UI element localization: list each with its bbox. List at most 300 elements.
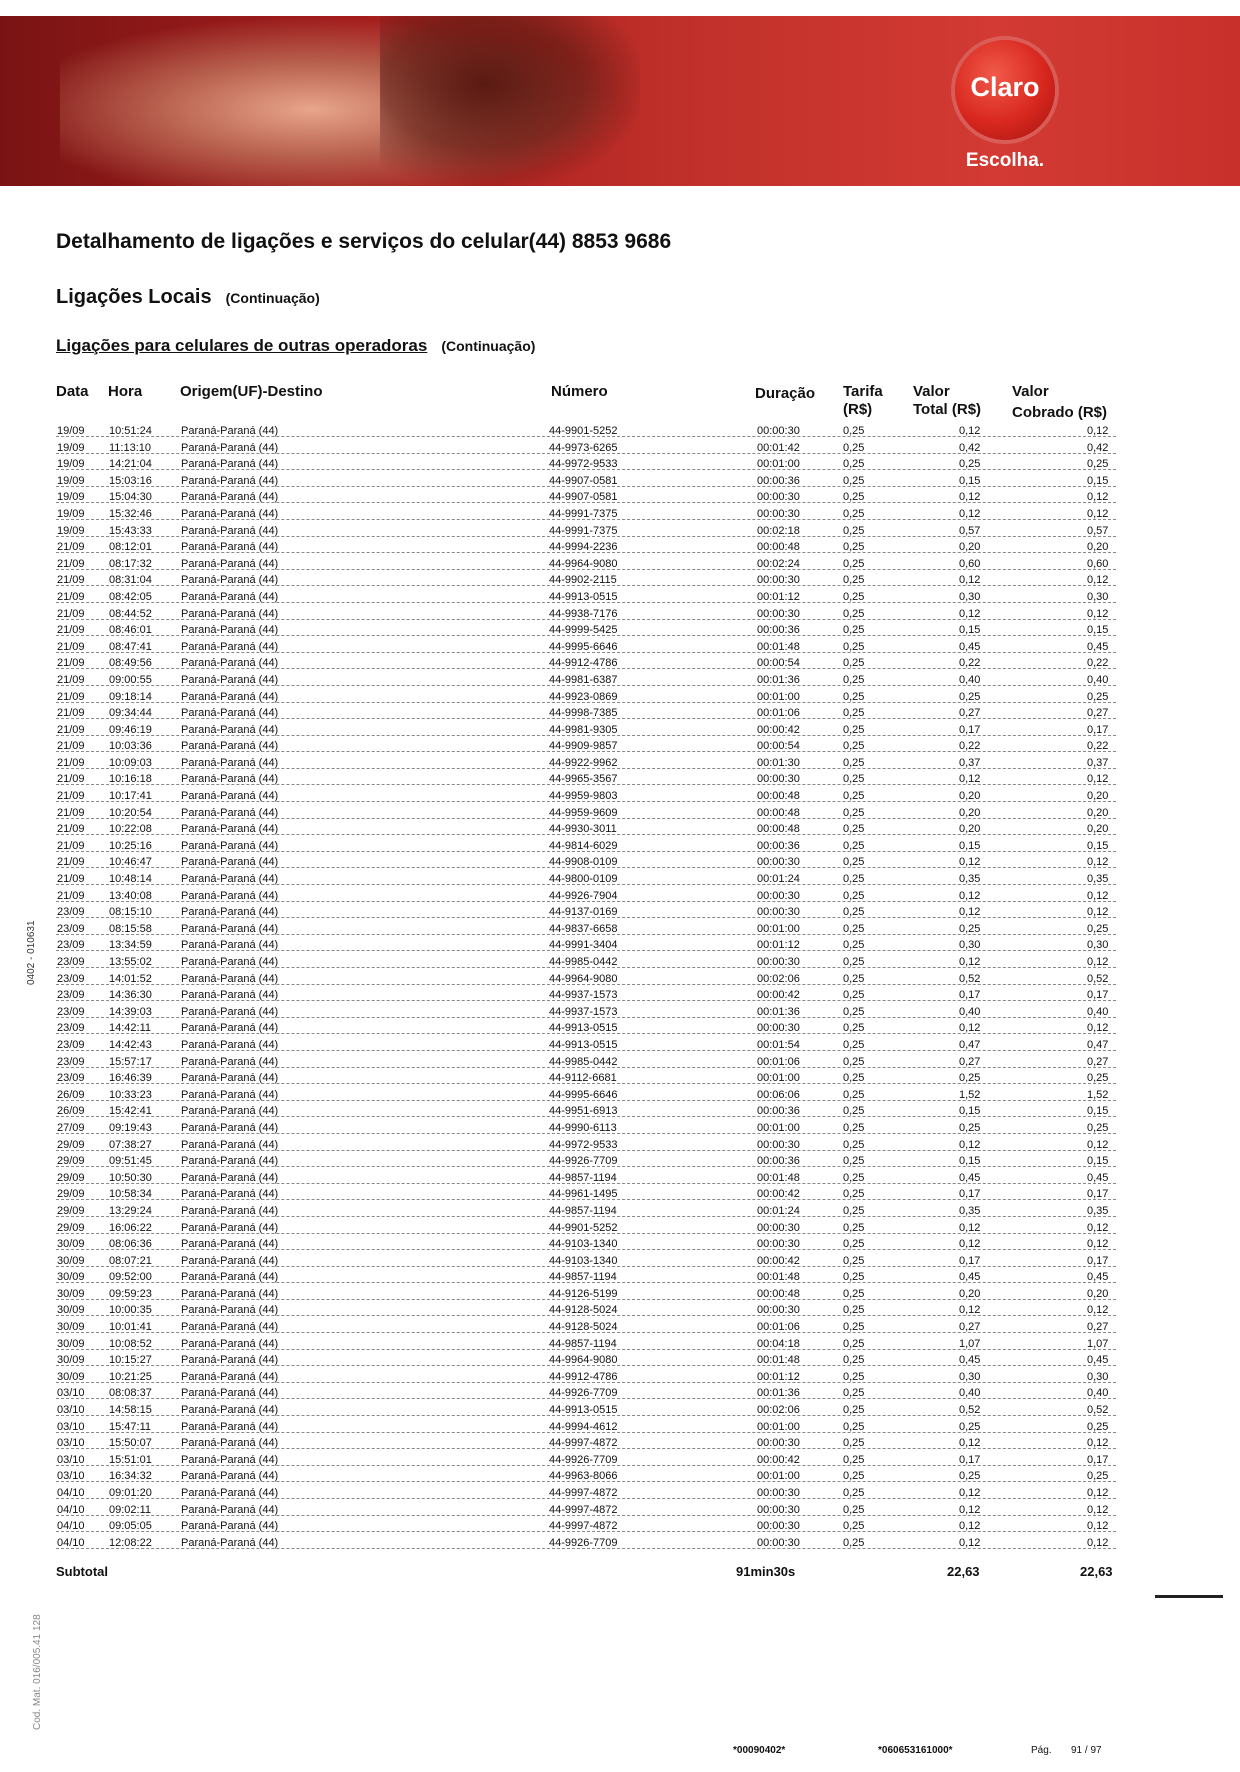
row-data: 30/09 — [56, 1236, 86, 1253]
row-hora: 08:06:36 — [108, 1236, 153, 1253]
row-valor-cobrado: 0,35 — [1086, 1203, 1109, 1220]
row-numero: 44-9913-0515 — [548, 1402, 619, 1419]
row-data: 03/10 — [56, 1385, 86, 1402]
row-hora: 10:17:41 — [108, 788, 153, 805]
row-tarifa: 0,25 — [842, 838, 865, 855]
row-hora: 13:29:24 — [108, 1203, 153, 1220]
row-valor-cobrado: 0,45 — [1086, 1269, 1109, 1286]
row-tarifa: 0,25 — [842, 705, 865, 722]
table-row — [56, 1419, 1116, 1436]
row-hora: 15:50:07 — [108, 1435, 153, 1452]
row-data: 23/09 — [56, 971, 86, 988]
row-numero: 44-9926-7709 — [548, 1452, 619, 1469]
row-numero: 44-9912-4786 — [548, 1369, 619, 1386]
row-tarifa: 0,25 — [842, 1269, 865, 1286]
col-valor-cobrado-unit: Cobrado (R$) — [1012, 404, 1107, 421]
row-tarifa: 0,25 — [842, 556, 865, 573]
row-valor-total: 0,15 — [958, 1153, 981, 1170]
row-data: 04/10 — [56, 1485, 86, 1502]
row-tarifa: 0,25 — [842, 1203, 865, 1220]
row-valor-total: 0,12 — [958, 1435, 981, 1452]
row-data: 23/09 — [56, 904, 86, 921]
row-tarifa: 0,25 — [842, 1468, 865, 1485]
table-row — [56, 1502, 1116, 1519]
row-tarifa: 0,25 — [842, 1319, 865, 1336]
row-origem: Paraná-Paraná (44) — [180, 1435, 279, 1452]
row-data: 23/09 — [56, 921, 86, 938]
row-valor-cobrado: 0,47 — [1086, 1037, 1109, 1054]
row-hora: 16:34:32 — [108, 1468, 153, 1485]
row-valor-total: 0,12 — [958, 1220, 981, 1237]
row-hora: 10:01:41 — [108, 1319, 153, 1336]
row-valor-cobrado: 0,20 — [1086, 805, 1109, 822]
row-origem: Paraná-Paraná (44) — [180, 788, 279, 805]
row-valor-cobrado: 0,25 — [1086, 1468, 1109, 1485]
row-origem: Paraná-Paraná (44) — [180, 755, 279, 772]
row-origem: Paraná-Paraná (44) — [180, 1302, 279, 1319]
row-duracao: 00:00:42 — [756, 987, 801, 1004]
row-origem: Paraná-Paraná (44) — [180, 1502, 279, 1519]
row-hora: 08:17:32 — [108, 556, 153, 573]
row-numero: 44-9913-0515 — [548, 1020, 619, 1037]
row-origem: Paraná-Paraná (44) — [180, 854, 279, 871]
row-duracao: 00:01:06 — [756, 1054, 801, 1071]
row-valor-total: 0,27 — [958, 1319, 981, 1336]
row-tarifa: 0,25 — [842, 606, 865, 623]
row-duracao: 00:00:30 — [756, 888, 801, 905]
row-valor-cobrado: 0,12 — [1086, 606, 1109, 623]
row-numero: 44-9913-0515 — [548, 589, 619, 606]
row-numero: 44-9998-7385 — [548, 705, 619, 722]
row-valor-cobrado: 0,27 — [1086, 1054, 1109, 1071]
row-duracao: 00:01:12 — [756, 589, 801, 606]
row-valor-total: 0,25 — [958, 1419, 981, 1436]
row-tarifa: 0,25 — [842, 1170, 865, 1187]
table-row — [56, 987, 1116, 1004]
row-tarifa: 0,25 — [842, 1087, 865, 1104]
row-duracao: 00:01:36 — [756, 672, 801, 689]
row-hora: 10:58:34 — [108, 1186, 153, 1203]
row-origem: Paraná-Paraná (44) — [180, 1236, 279, 1253]
row-valor-total: 0,12 — [958, 1518, 981, 1535]
row-data: 03/10 — [56, 1452, 86, 1469]
row-valor-total: 0,47 — [958, 1037, 981, 1054]
row-origem: Paraná-Paraná (44) — [180, 606, 279, 623]
row-numero: 44-9912-4786 — [548, 655, 619, 672]
subsection-title-text: Ligações para celulares de outras operadoras — [56, 336, 428, 355]
row-data: 26/09 — [56, 1103, 86, 1120]
row-valor-total: 0,45 — [958, 1352, 981, 1369]
row-hora: 10:22:08 — [108, 821, 153, 838]
row-valor-total: 0,20 — [958, 539, 981, 556]
col-valor-total-label: Valor — [913, 383, 950, 400]
table-row — [56, 1402, 1116, 1419]
row-numero: 44-9128-5024 — [548, 1319, 619, 1336]
row-numero: 44-9959-9803 — [548, 788, 619, 805]
row-duracao: 00:00:42 — [756, 722, 801, 739]
row-duracao: 00:02:18 — [756, 523, 801, 540]
row-origem: Paraná-Paraná (44) — [180, 423, 279, 440]
row-valor-total: 0,17 — [958, 987, 981, 1004]
row-tarifa: 0,25 — [842, 1153, 865, 1170]
row-numero: 44-9964-9080 — [548, 971, 619, 988]
row-data: 21/09 — [56, 805, 86, 822]
row-valor-cobrado: 0,12 — [1086, 771, 1109, 788]
footer-page-label: Pág. — [1031, 1745, 1052, 1756]
row-duracao: 00:01:00 — [756, 1468, 801, 1485]
row-valor-total: 0,12 — [958, 1236, 981, 1253]
row-valor-total: 0,12 — [958, 1535, 981, 1552]
table-row — [56, 904, 1116, 921]
subtotal-valor-cobrado: 22,63 — [1080, 1564, 1113, 1579]
row-valor-total: 0,60 — [958, 556, 981, 573]
table-row — [56, 1120, 1116, 1137]
row-data: 29/09 — [56, 1203, 86, 1220]
row-origem: Paraná-Paraná (44) — [180, 937, 279, 954]
row-data: 21/09 — [56, 689, 86, 706]
row-numero: 44-9909-9857 — [548, 738, 619, 755]
row-tarifa: 0,25 — [842, 539, 865, 556]
row-valor-cobrado: 0,15 — [1086, 838, 1109, 855]
row-valor-total: 0,12 — [958, 572, 981, 589]
table-row — [56, 1153, 1116, 1170]
row-tarifa: 0,25 — [842, 788, 865, 805]
row-valor-cobrado: 0,12 — [1086, 423, 1109, 440]
row-hora: 10:46:47 — [108, 854, 153, 871]
row-valor-total: 0,45 — [958, 1170, 981, 1187]
row-tarifa: 0,25 — [842, 1518, 865, 1535]
divider — [1155, 1595, 1223, 1598]
row-tarifa: 0,25 — [842, 722, 865, 739]
row-valor-cobrado: 0,35 — [1086, 871, 1109, 888]
row-data: 21/09 — [56, 572, 86, 589]
row-tarifa: 0,25 — [842, 738, 865, 755]
row-duracao: 00:00:36 — [756, 473, 801, 490]
row-tarifa: 0,25 — [842, 689, 865, 706]
row-duracao: 00:01:48 — [756, 1269, 801, 1286]
row-tarifa: 0,25 — [842, 987, 865, 1004]
row-origem: Paraná-Paraná (44) — [180, 1535, 279, 1552]
row-hora: 14:58:15 — [108, 1402, 153, 1419]
table-row — [56, 523, 1116, 540]
row-hora: 10:16:18 — [108, 771, 153, 788]
row-data: 21/09 — [56, 539, 86, 556]
col-data: Data — [56, 383, 89, 400]
row-tarifa: 0,25 — [842, 655, 865, 672]
row-data: 30/09 — [56, 1286, 86, 1303]
col-tarifa — [843, 383, 883, 419]
row-valor-total: 0,45 — [958, 1269, 981, 1286]
row-hora: 09:59:23 — [108, 1286, 153, 1303]
row-duracao: 00:01:00 — [756, 689, 801, 706]
row-origem: Paraná-Paraná (44) — [180, 1269, 279, 1286]
table-row — [56, 1336, 1116, 1353]
row-hora: 14:42:43 — [108, 1037, 153, 1054]
row-data: 21/09 — [56, 722, 86, 739]
row-valor-total: 0,27 — [958, 1054, 981, 1071]
row-tarifa: 0,25 — [842, 1485, 865, 1502]
row-valor-total: 1,07 — [958, 1336, 981, 1353]
row-valor-cobrado: 0,12 — [1086, 1502, 1109, 1519]
row-tarifa: 0,25 — [842, 904, 865, 921]
row-duracao: 00:00:30 — [756, 572, 801, 589]
row-valor-cobrado: 0,22 — [1086, 655, 1109, 672]
row-data: 23/09 — [56, 1054, 86, 1071]
table-row — [56, 788, 1116, 805]
row-valor-cobrado: 0,45 — [1086, 639, 1109, 656]
row-origem: Paraná-Paraná (44) — [180, 722, 279, 739]
subsection-title — [56, 336, 535, 356]
row-valor-total: 0,12 — [958, 954, 981, 971]
row-numero: 44-9951-6913 — [548, 1103, 619, 1120]
row-tarifa: 0,25 — [842, 1419, 865, 1436]
table-row — [56, 1236, 1116, 1253]
row-hora: 13:40:08 — [108, 888, 153, 905]
row-duracao: 00:00:48 — [756, 805, 801, 822]
table-row — [56, 655, 1116, 672]
row-origem: Paraná-Paraná (44) — [180, 473, 279, 490]
row-valor-total: 0,17 — [958, 722, 981, 739]
table-row — [56, 689, 1116, 706]
table-row — [56, 755, 1116, 772]
row-duracao: 00:01:36 — [756, 1004, 801, 1021]
row-valor-total: 0,17 — [958, 1253, 981, 1270]
table-row — [56, 1087, 1116, 1104]
table-row — [56, 1186, 1116, 1203]
row-valor-cobrado: 0,57 — [1086, 523, 1109, 540]
row-tarifa: 0,25 — [842, 639, 865, 656]
row-data: 21/09 — [56, 589, 86, 606]
row-duracao: 00:01:36 — [756, 1385, 801, 1402]
row-origem: Paraná-Paraná (44) — [180, 738, 279, 755]
table-row — [56, 489, 1116, 506]
row-data: 21/09 — [56, 871, 86, 888]
table-row — [56, 1054, 1116, 1071]
table-row — [56, 1253, 1116, 1270]
table-row — [56, 1037, 1116, 1054]
row-valor-total: 0,20 — [958, 1286, 981, 1303]
row-valor-total: 0,15 — [958, 1103, 981, 1120]
col-valor-total — [913, 383, 981, 419]
row-origem: Paraná-Paraná (44) — [180, 987, 279, 1004]
row-valor-total: 0,20 — [958, 821, 981, 838]
row-valor-total: 0,12 — [958, 1020, 981, 1037]
table-row — [56, 1468, 1116, 1485]
table-row — [56, 1485, 1116, 1502]
row-tarifa: 0,25 — [842, 937, 865, 954]
table-row — [56, 1137, 1116, 1154]
row-numero: 44-9907-0581 — [548, 473, 619, 490]
row-valor-cobrado: 0,12 — [1086, 1435, 1109, 1452]
row-origem: Paraná-Paraná (44) — [180, 1103, 279, 1120]
table-row — [56, 1220, 1116, 1237]
row-data: 21/09 — [56, 838, 86, 855]
row-duracao: 00:01:06 — [756, 705, 801, 722]
row-valor-total: 0,12 — [958, 489, 981, 506]
row-data: 21/09 — [56, 755, 86, 772]
row-duracao: 00:00:36 — [756, 1103, 801, 1120]
row-numero: 44-9990-6113 — [548, 1120, 618, 1137]
row-origem: Paraná-Paraná (44) — [180, 1137, 279, 1154]
row-valor-cobrado: 0,30 — [1086, 589, 1109, 606]
tagline: Escolha. — [965, 150, 1045, 171]
row-hora: 10:03:36 — [108, 738, 153, 755]
row-origem: Paraná-Paraná (44) — [180, 1352, 279, 1369]
row-valor-total: 0,40 — [958, 1385, 981, 1402]
row-valor-total: 0,30 — [958, 1369, 981, 1386]
table-row — [56, 838, 1116, 855]
row-valor-total: 0,25 — [958, 1468, 981, 1485]
row-duracao: 00:00:30 — [756, 954, 801, 971]
row-origem: Paraná-Paraná (44) — [180, 1020, 279, 1037]
row-numero: 44-9991-7375 — [548, 506, 619, 523]
row-valor-cobrado: 0,12 — [1086, 1137, 1109, 1154]
row-numero: 44-9997-4872 — [548, 1435, 619, 1452]
row-hora: 08:31:04 — [108, 572, 153, 589]
row-duracao: 00:00:30 — [756, 1137, 801, 1154]
row-hora: 15:04:30 — [108, 489, 153, 506]
table-row — [56, 572, 1116, 589]
row-valor-cobrado: 0,30 — [1086, 937, 1109, 954]
row-numero: 44-9937-1573 — [548, 987, 619, 1004]
side-code: 0402 - 010631 — [26, 920, 37, 985]
row-numero: 44-9964-9080 — [548, 556, 619, 573]
row-valor-cobrado: 0,25 — [1086, 456, 1109, 473]
row-data: 30/09 — [56, 1302, 86, 1319]
row-hora: 14:21:04 — [108, 456, 153, 473]
row-tarifa: 0,25 — [842, 821, 865, 838]
row-data: 23/09 — [56, 1070, 86, 1087]
row-valor-cobrado: 0,12 — [1086, 1485, 1109, 1502]
row-valor-total: 0,27 — [958, 705, 981, 722]
row-tarifa: 0,25 — [842, 888, 865, 905]
row-origem: Paraná-Paraná (44) — [180, 1203, 279, 1220]
row-tarifa: 0,25 — [842, 1286, 865, 1303]
table-row — [56, 639, 1116, 656]
row-valor-cobrado: 0,15 — [1086, 1103, 1109, 1120]
row-data: 23/09 — [56, 937, 86, 954]
table-row — [56, 1352, 1116, 1369]
row-valor-total: 0,40 — [958, 1004, 981, 1021]
row-duracao: 00:01:54 — [756, 1037, 801, 1054]
row-numero: 44-9902-2115 — [548, 572, 618, 589]
row-data: 21/09 — [56, 556, 86, 573]
row-valor-total: 0,12 — [958, 1485, 981, 1502]
row-valor-cobrado: 0,12 — [1086, 954, 1109, 971]
table-row — [56, 1070, 1116, 1087]
table-row — [56, 1269, 1116, 1286]
row-valor-cobrado: 0,20 — [1086, 821, 1109, 838]
row-duracao: 00:01:00 — [756, 921, 801, 938]
row-data: 21/09 — [56, 888, 86, 905]
row-numero: 44-9923-0869 — [548, 689, 619, 706]
row-data: 21/09 — [56, 788, 86, 805]
row-duracao: 00:00:48 — [756, 539, 801, 556]
section-title — [56, 286, 320, 309]
table-row — [56, 672, 1116, 689]
row-duracao: 00:00:54 — [756, 738, 801, 755]
row-numero: 44-9857-1194 — [548, 1336, 618, 1353]
row-duracao: 00:00:30 — [756, 423, 801, 440]
row-origem: Paraná-Paraná (44) — [180, 1336, 279, 1353]
row-tarifa: 0,25 — [842, 1220, 865, 1237]
row-origem: Paraná-Paraná (44) — [180, 705, 279, 722]
subtotal-duracao: 91min30s — [736, 1564, 796, 1579]
row-numero: 44-9857-1194 — [548, 1203, 618, 1220]
row-origem: Paraná-Paraná (44) — [180, 639, 279, 656]
table-row — [56, 456, 1116, 473]
row-valor-cobrado: 0,12 — [1086, 1518, 1109, 1535]
row-numero: 44-9997-4872 — [548, 1485, 619, 1502]
row-valor-cobrado: 0,17 — [1086, 1186, 1109, 1203]
row-origem: Paraná-Paraná (44) — [180, 1419, 279, 1436]
row-tarifa: 0,25 — [842, 523, 865, 540]
row-duracao: 00:00:30 — [756, 1302, 801, 1319]
row-hora: 14:01:52 — [108, 971, 153, 988]
row-valor-total: 0,30 — [958, 937, 981, 954]
row-numero: 44-9938-7176 — [548, 606, 619, 623]
row-tarifa: 0,25 — [842, 473, 865, 490]
row-tarifa: 0,25 — [842, 1037, 865, 1054]
table-row — [56, 937, 1116, 954]
row-numero: 44-9137-0169 — [548, 904, 619, 921]
row-origem: Paraná-Paraná (44) — [180, 1170, 279, 1187]
row-tarifa: 0,25 — [842, 489, 865, 506]
row-numero: 44-9985-0442 — [548, 1054, 619, 1071]
row-origem: Paraná-Paraná (44) — [180, 672, 279, 689]
row-valor-total: 0,35 — [958, 1203, 981, 1220]
table-row — [56, 506, 1116, 523]
row-duracao: 00:02:06 — [756, 1402, 801, 1419]
row-valor-cobrado: 0,22 — [1086, 738, 1109, 755]
table-row — [56, 1170, 1116, 1187]
row-tarifa: 0,25 — [842, 805, 865, 822]
row-valor-total: 0,12 — [958, 506, 981, 523]
row-hora: 10:48:14 — [108, 871, 153, 888]
row-hora: 15:57:17 — [108, 1054, 153, 1071]
row-hora: 10:51:24 — [108, 423, 153, 440]
row-tarifa: 0,25 — [842, 1502, 865, 1519]
table-row — [56, 556, 1116, 573]
table-row — [56, 971, 1116, 988]
table-row — [56, 539, 1116, 556]
row-data: 23/09 — [56, 1037, 86, 1054]
row-hora: 09:18:14 — [108, 689, 153, 706]
row-data: 21/09 — [56, 738, 86, 755]
row-tarifa: 0,25 — [842, 1336, 865, 1353]
row-tarifa: 0,25 — [842, 622, 865, 639]
row-valor-cobrado: 0,30 — [1086, 1369, 1109, 1386]
row-tarifa: 0,25 — [842, 1435, 865, 1452]
row-duracao: 00:06:06 — [756, 1087, 801, 1104]
row-origem: Paraná-Paraná (44) — [180, 456, 279, 473]
row-numero: 44-9926-7709 — [548, 1385, 619, 1402]
row-tarifa: 0,25 — [842, 1352, 865, 1369]
row-data: 27/09 — [56, 1120, 86, 1137]
row-origem: Paraná-Paraná (44) — [180, 556, 279, 573]
row-hora: 15:03:16 — [108, 473, 153, 490]
banner-photo-shade — [380, 16, 640, 186]
row-tarifa: 0,25 — [842, 1535, 865, 1552]
row-numero: 44-9985-0442 — [548, 954, 619, 971]
row-numero: 44-9837-6658 — [548, 921, 619, 938]
row-valor-cobrado: 0,12 — [1086, 506, 1109, 523]
col-duracao: Duração — [755, 385, 816, 402]
row-valor-total: 0,20 — [958, 788, 981, 805]
table-row — [56, 606, 1116, 623]
row-valor-total: 0,25 — [958, 689, 981, 706]
row-hora: 15:42:41 — [108, 1103, 153, 1120]
